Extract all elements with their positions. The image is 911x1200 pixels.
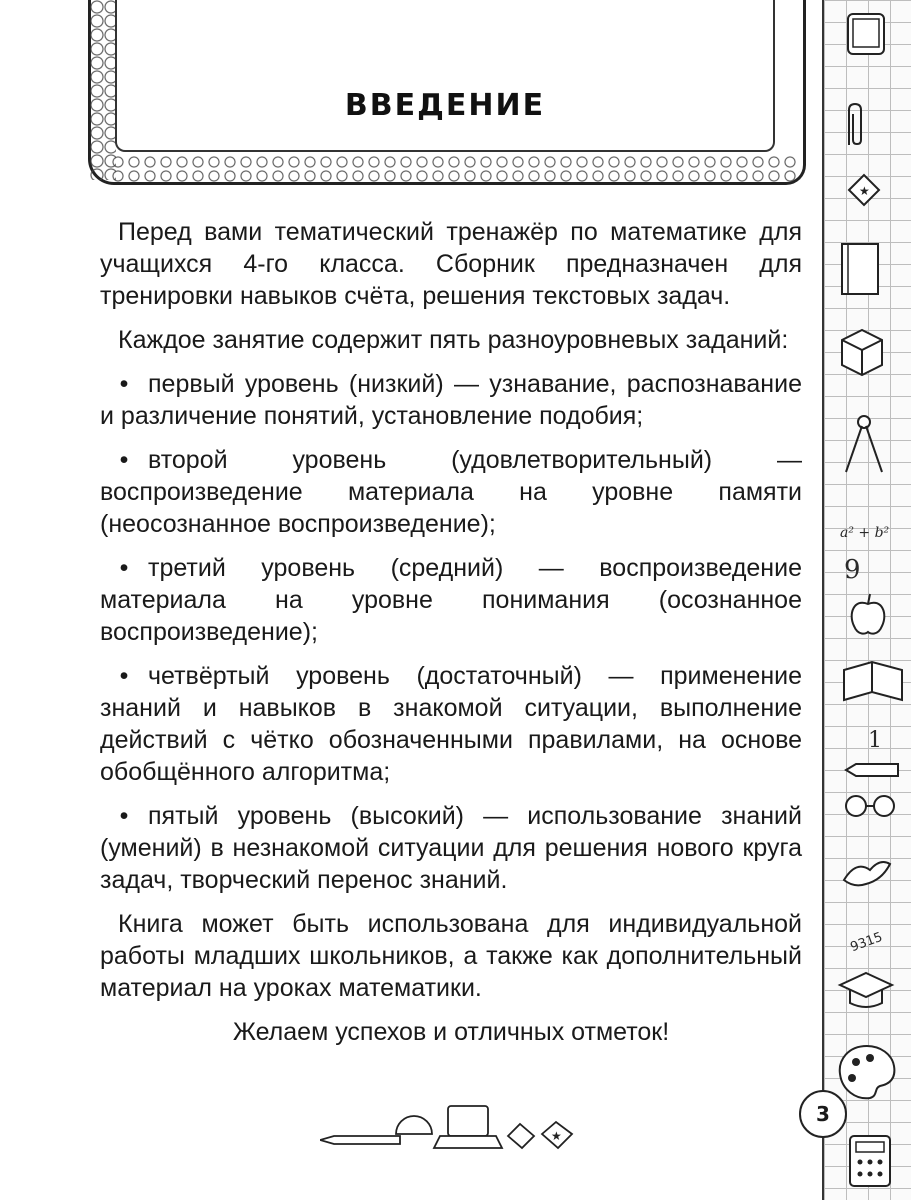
pencil-icon <box>842 760 902 780</box>
glasses-icon <box>840 790 900 820</box>
level-item-3 <box>100 552 802 648</box>
frame-pattern-left <box>90 0 116 180</box>
levels-intro-paragraph: Каждое занятие содержит пять разноуровневых заданий: <box>118 326 789 354</box>
level-text-1: первый уровень (низкий) — узнавание, распознавание и различение понятий, установление подобия; <box>100 370 802 430</box>
calculator-icon <box>842 1130 898 1190</box>
title-frame-inner <box>115 0 775 152</box>
intro-paragraph: Перед вами тематический тренажёр по математике для учащихся 4-го класса. Сборник предназначен для тренировки навыков счёта, решения текстовых задач. <box>100 218 802 310</box>
bird-doodle-icon <box>836 840 896 900</box>
bullet-icon: • <box>119 662 129 690</box>
level-item-4 <box>100 660 802 788</box>
bullet-icon: • <box>119 370 129 398</box>
cube-icon <box>832 320 892 380</box>
star-block-icon <box>542 1122 572 1148</box>
open-book-icon <box>838 650 908 710</box>
digit-doodle-9: 9 <box>844 555 861 585</box>
intro-text-block <box>100 216 802 1060</box>
apple-icon <box>846 590 890 640</box>
svg-text:★: ★ <box>551 1129 562 1143</box>
formula-doodle: a² + b² <box>840 525 890 541</box>
book-icon <box>836 240 886 300</box>
page-title: ВВЕДЕНИЕ <box>344 88 546 123</box>
level-text-4: четвёртый уровень (достаточный) — применение знаний и навыков в знакомой ситуации, выполнение действий с чётко обозначенными правилами, на основе обобщённого алгоритма; <box>100 662 802 786</box>
frame-pattern-bottom <box>110 155 800 183</box>
number-doodle: 9315 <box>848 929 885 956</box>
level-text-3: третий уровень (средний) — воспроизведение материала на уровне понимания (осознанное воспроизведение); <box>100 554 802 646</box>
paperclip-icon <box>839 100 869 150</box>
pencil-doodle-icon <box>320 1136 400 1144</box>
level-item-1 <box>100 368 802 432</box>
bullet-icon: • <box>119 554 129 582</box>
eraser-doodle-icon <box>508 1124 534 1148</box>
level-item-5 <box>100 800 802 896</box>
level-item-2 <box>100 444 802 540</box>
tablet-icon <box>842 10 890 58</box>
digit-doodle-1: 1 <box>868 728 882 753</box>
wish-line: Желаем успехов и отличных отметок! <box>232 1018 670 1046</box>
palette-icon <box>834 1040 900 1106</box>
bottom-doodle-row <box>320 1100 580 1160</box>
level-text-2: второй уровень (удовлетворительный) — воспроизведение материала на уровне памяти (неосознанное воспроизведение); <box>100 446 802 538</box>
level-text-5: пятый уровень (высокий) — использование знаний (умений) в незнакомой ситуации для решения нового круга задач, творческий перенос знаний. <box>100 802 802 894</box>
page-number: 3 <box>799 1090 847 1138</box>
bullet-icon: • <box>119 446 129 474</box>
svg-text:★: ★ <box>859 184 870 198</box>
laptop-icon <box>434 1106 502 1148</box>
doodle-margin <box>822 0 911 1200</box>
bullet-icon: • <box>119 802 129 830</box>
protractor-icon <box>396 1116 432 1134</box>
eraser-icon <box>844 170 884 210</box>
compass-icon <box>834 410 894 480</box>
graduation-cap-icon <box>836 965 896 1015</box>
usage-paragraph: Книга может быть использована для индивидуальной работы младших школьников, а также как дополнительный материал на уроках математики. <box>100 910 802 1002</box>
